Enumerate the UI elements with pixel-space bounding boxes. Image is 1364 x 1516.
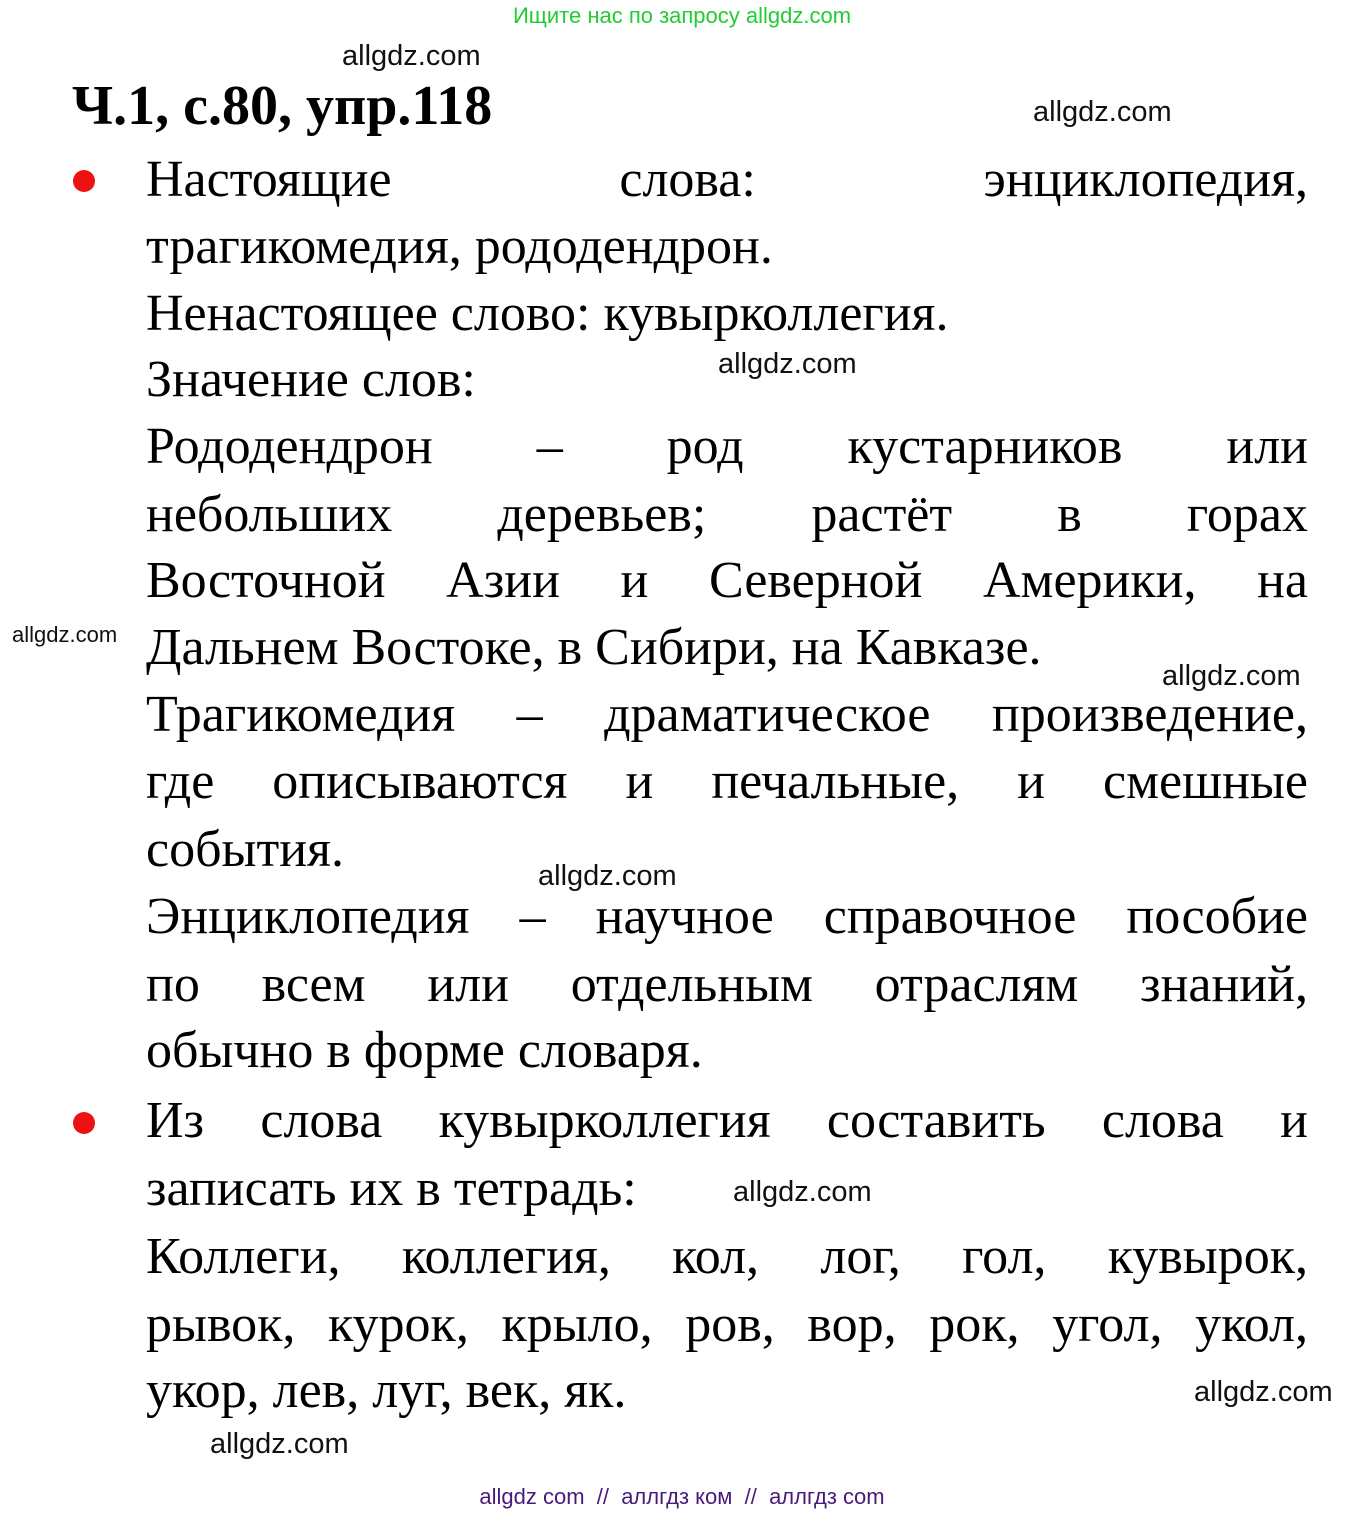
text-line: записать их в тетрадь: <box>146 1160 637 1217</box>
text-line: события. <box>146 821 344 878</box>
text-line: Дальнем Востоке, в Сибири, на Кавказе. <box>146 619 1042 676</box>
text-line: небольших деревьев; растёт в горах <box>146 486 1308 543</box>
text-line: Значение слов: <box>146 351 476 408</box>
footer-banner: allgdz com // аллгдз ком // аллгдз com <box>479 1484 885 1509</box>
text-line: Рододендрон – род кустарников или <box>146 418 1308 475</box>
text-line: укор, лев, луг, век, як. <box>146 1362 627 1419</box>
watermark: allgdz.com <box>210 1428 349 1460</box>
page-title: Ч.1, с.80, упр.118 <box>72 75 493 137</box>
text-line: Ненастоящее слово: кувырколлегия. <box>146 285 949 342</box>
watermark: allgdz.com <box>538 860 677 892</box>
watermark: allgdz.com <box>718 348 857 380</box>
watermark: allgdz.com <box>1194 1376 1333 1408</box>
watermark: allgdz.com <box>12 622 118 647</box>
text-line: Настоящие слова: энциклопедия, <box>146 151 1308 208</box>
watermark: allgdz.com <box>1162 660 1301 692</box>
watermark: allgdz.com <box>733 1176 872 1208</box>
text-line: обычно в форме словаря. <box>146 1022 703 1079</box>
text-line: по всем или отдельным отраслям знаний, <box>146 956 1308 1013</box>
text-line: Энциклопедия – научное справочное пособие <box>146 888 1308 945</box>
bullet-icon <box>73 1112 95 1134</box>
text-line: Трагикомедия – драматическое произведение, <box>146 686 1308 743</box>
text-line: Из слова кувырколлегия составить слова и <box>146 1092 1308 1149</box>
text-line: трагикомедия, рододендрон. <box>146 218 773 275</box>
text-line: рывок, курок, крыло, ров, вор, рок, угол, укол, <box>146 1296 1308 1353</box>
watermark: allgdz.com <box>342 40 481 72</box>
text-line: Коллеги, коллегия, кол, лог, гол, кувырок, <box>146 1228 1308 1285</box>
bullet-icon <box>73 170 95 192</box>
watermark: allgdz.com <box>1033 96 1172 128</box>
text-line: где описываются и печальные, и смешные <box>146 753 1308 810</box>
text-line: Восточной Азии и Северной Америки, на <box>146 552 1308 609</box>
search-banner: Ищите нас по запросу allgdz.com <box>512 3 852 28</box>
